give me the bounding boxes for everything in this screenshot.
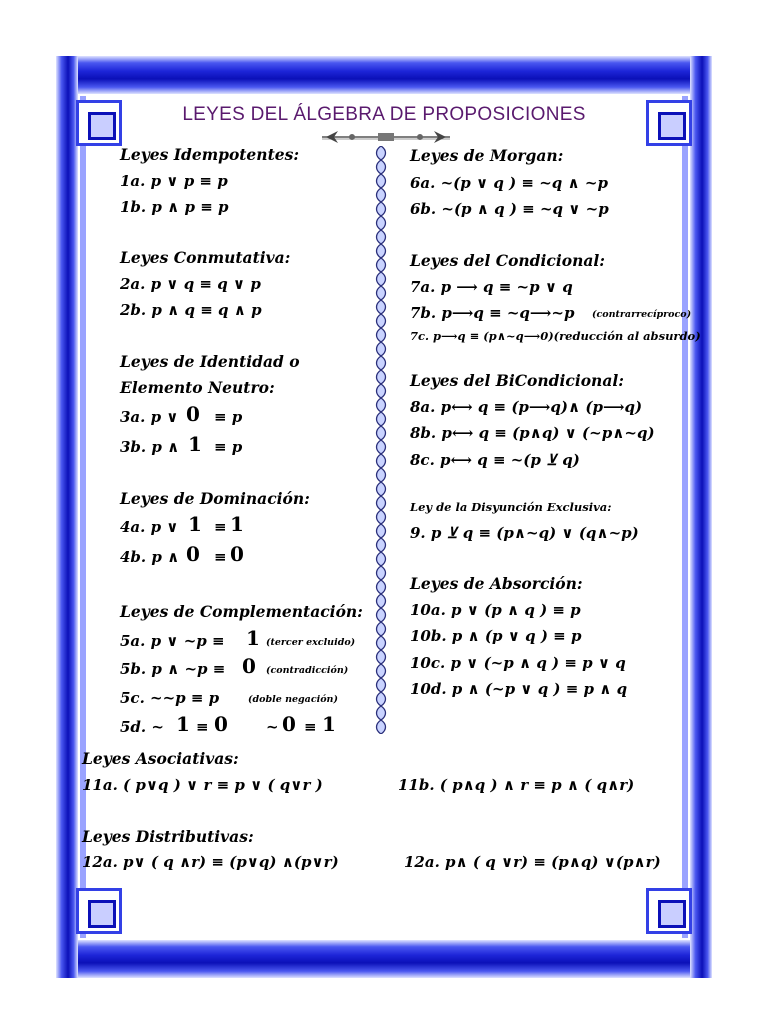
law-7c: 7c. p⟶q ≡ (p∧~q⟶0)(reducción al absurdo) xyxy=(410,329,701,343)
law-7a: 7a. p ⟶ q ≡ ~p ∨ q xyxy=(410,278,573,296)
frame-top-bar xyxy=(56,56,712,94)
law-morgan-h: Leyes de Morgan: xyxy=(410,146,564,165)
law-idemp-h: Leyes Idempotentes: xyxy=(120,145,300,164)
law-8a: 8a. p⟷ q ≡ (p⟶q)∧ (p⟶q) xyxy=(410,398,643,416)
law-bicond-h: Leyes del BiCondicional: xyxy=(410,371,624,390)
corner-ornament-bottom-right xyxy=(646,888,692,934)
law-5c-a: 5c. ~~p ≡ p xyxy=(120,689,220,707)
law-4a-d: 1 xyxy=(230,512,244,536)
law-3a-c: ≡ p xyxy=(214,408,243,426)
law-10d: 10d. p ∧ (~p ∨ q ) ≡ p ∧ q xyxy=(410,680,628,698)
column-divider-chain xyxy=(374,146,388,734)
law-5b-a: 5b. p ∧ ~p ≡ xyxy=(120,660,226,678)
law-5d-a: 5d. ~ xyxy=(120,718,164,736)
frame-bottom-bar xyxy=(56,940,712,978)
law-2a: 2a. p ∨ q ≡ q ∨ p xyxy=(120,275,261,293)
law-5b-c: (contradicción) xyxy=(266,665,349,676)
law-abs-h: Leyes de Absorción: xyxy=(410,574,583,593)
law-3b-a: 3b. p ∧ xyxy=(120,438,180,456)
law-4a-b: 1 xyxy=(188,512,202,536)
law-conm-h: Leyes Conmutativa: xyxy=(120,248,291,267)
law-5c-b: (doble negación) xyxy=(248,694,338,705)
law-10a: 10a. p ∨ (p ∧ q ) ≡ p xyxy=(410,601,581,619)
law-6b: 6b. ~(p ∧ q ) ≡ ~q ∨ ~p xyxy=(410,200,609,218)
law-5d-g: ≡ xyxy=(304,718,317,736)
law-5d-f: 0 xyxy=(282,712,296,736)
frame-right-bar xyxy=(690,56,712,978)
law-3a-a: 3a. p ∨ xyxy=(120,408,179,426)
law-8c: 8c. p⟷ q ≡ ~(p ⊻ q) xyxy=(410,451,580,469)
law-5d-e: ~ xyxy=(266,718,279,736)
law-3b-b: 1 xyxy=(188,432,202,456)
law-4b-a: 4b. p ∧ xyxy=(120,548,180,566)
law-disy-h: Ley de la Disyunción Exclusiva: xyxy=(410,500,612,514)
law-5a-c: (tercer excluido) xyxy=(266,637,356,648)
law-3a-b: 0 xyxy=(186,402,200,426)
law-1a: 1a. p ∨ p ≡ p xyxy=(120,172,228,190)
law-5d-b: 1 xyxy=(176,712,190,736)
law-4a-c: ≡ xyxy=(214,518,227,536)
law-8b: 8b. p⟷ q ≡ (p∧q) ∨ (~p∧~q) xyxy=(410,424,655,442)
law-5d-h: 1 xyxy=(322,712,336,736)
law-5a-b: 1 xyxy=(246,626,260,650)
law-9: 9. p ⊻ q ≡ (p∧~q) ∨ (q∧~p) xyxy=(410,524,639,542)
corner-ornament-bottom-left xyxy=(76,888,122,934)
law-7b-a: 7b. p⟶q ≡ ~q⟶~p xyxy=(410,304,575,322)
law-5a-a: 5a. p ∨ ~p ≡ xyxy=(120,632,225,650)
law-dom-h: Leyes de Dominación: xyxy=(120,489,310,508)
law-2b: 2b. p ∧ q ≡ q ∧ p xyxy=(120,301,262,319)
law-comp-h: Leyes de Complementación: xyxy=(120,602,363,621)
law-4a-a: 4a. p ∨ xyxy=(120,518,179,536)
frame-inner-left xyxy=(80,96,86,938)
law-12a-1: 12a. p∨ ( q ∧r) ≡ (p∨q) ∧(p∨r) xyxy=(82,853,339,871)
law-11b: 11b. ( p∧q ) ∧ r ≡ p ∧ ( q∧r) xyxy=(398,776,635,794)
law-asoc-h: Leyes Asociativas: xyxy=(82,749,239,768)
law-10c: 10c. p ∨ (~p ∧ q ) ≡ p ∨ q xyxy=(410,654,626,672)
law-4b-d: 0 xyxy=(230,542,244,566)
frame-inner-right xyxy=(682,96,688,938)
law-7b-b: (contrarrecíproco) xyxy=(592,309,692,320)
law-1b: 1b. p ∧ p ≡ p xyxy=(120,198,229,216)
law-4b-b: 0 xyxy=(186,542,200,566)
law-5d-c: ≡ xyxy=(196,718,209,736)
frame-left-bar xyxy=(56,56,78,978)
law-ident-h1: Leyes de Identidad o xyxy=(120,352,300,371)
law-dist-h: Leyes Distributivas: xyxy=(82,827,254,846)
law-10b: 10b. p ∧ (p ∨ q ) ≡ p xyxy=(410,627,582,645)
law-4b-c: ≡ xyxy=(214,548,227,566)
law-6a: 6a. ~(p ∨ q ) ≡ ~q ∧ ~p xyxy=(410,174,608,192)
title-ornament xyxy=(318,128,454,146)
law-3b-c: ≡ p xyxy=(214,438,243,456)
law-5d-d: 0 xyxy=(214,712,228,736)
law-12a-2: 12a. p∧ ( q ∨r) ≡ (p∧q) ∨(p∧r) xyxy=(404,853,661,871)
law-5b-b: 0 xyxy=(242,654,256,678)
law-ident-h2: Elemento Neutro: xyxy=(120,378,275,397)
page-title: LEYES DEL ÁLGEBRA DE PROPOSICIONES xyxy=(182,104,586,125)
law-11a: 11a. ( p∨q ) ∨ r ≡ p ∨ ( q∨r ) xyxy=(82,776,323,794)
law-cond-h: Leyes del Condicional: xyxy=(410,251,605,270)
